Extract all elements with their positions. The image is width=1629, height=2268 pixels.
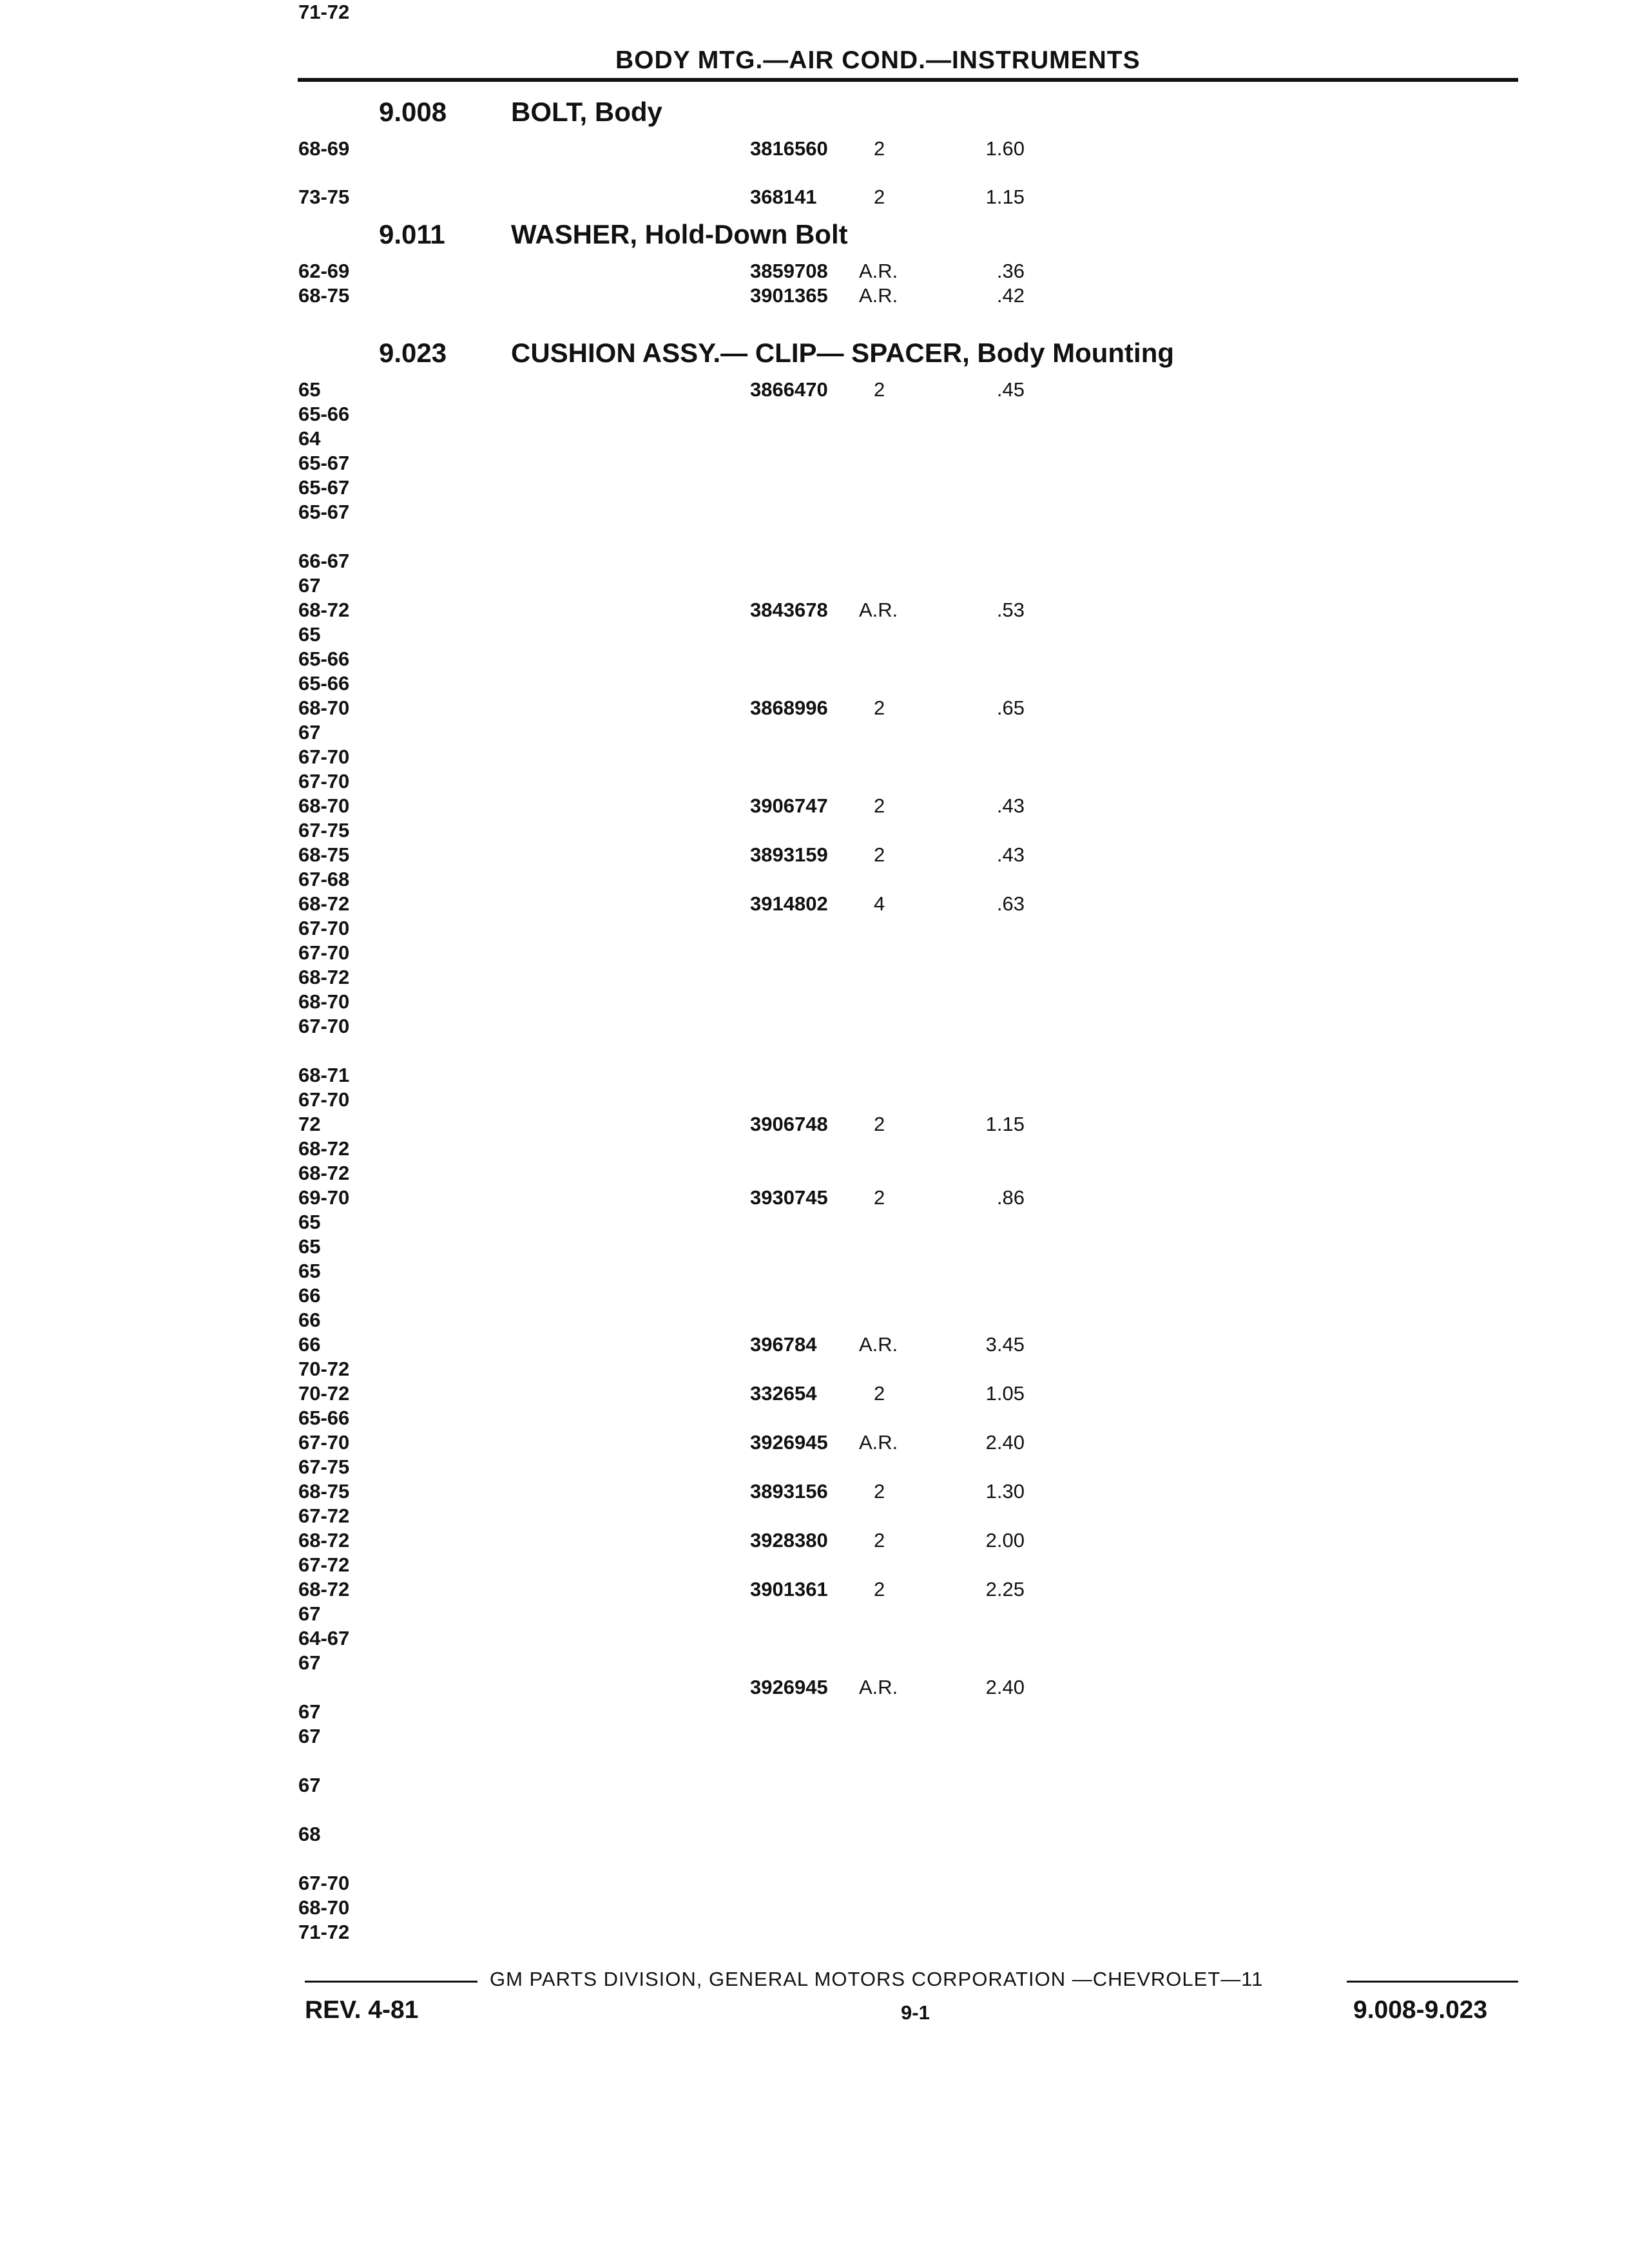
table-row [0, 573, 1629, 598]
year-range: 68-70 [298, 990, 350, 1013]
price: 2.25 [985, 1578, 1025, 1600]
year-range: 68-72 [298, 892, 350, 915]
price: .43 [996, 794, 1025, 817]
table-row [0, 284, 1629, 308]
year-range: 67 [298, 574, 321, 597]
price: 3.45 [985, 1333, 1025, 1356]
quantity: 2 [874, 1480, 885, 1503]
year-range: 67-70 [298, 1015, 350, 1037]
table-row [0, 500, 1629, 524]
part-number: 3906748 [750, 1113, 828, 1135]
year-range: 67 [298, 1700, 321, 1723]
table-row [0, 916, 1629, 941]
year-range: 67-70 [298, 770, 350, 793]
table-row [0, 1137, 1629, 1161]
table-row [0, 524, 1629, 549]
year-range: 68-72 [298, 1162, 350, 1184]
price: 1.05 [985, 1382, 1025, 1405]
table-row [0, 1504, 1629, 1528]
table-row [0, 1308, 1629, 1332]
table-row [0, 1798, 1629, 1822]
section-number: 9.011 [379, 219, 445, 249]
price: 1.30 [985, 1480, 1025, 1503]
section-title: BOLT, Body [511, 97, 662, 127]
table-row [0, 308, 1629, 332]
year-range: 65 [298, 1235, 321, 1258]
table-row [0, 1063, 1629, 1088]
year-range: 67 [298, 1651, 321, 1674]
table-row [0, 1700, 1629, 1724]
table-row [0, 1847, 1629, 1871]
part-number: 3893156 [750, 1480, 828, 1503]
table-row [0, 1455, 1629, 1479]
table-row [0, 549, 1629, 573]
table-row [0, 1528, 1629, 1553]
section-range: 9.008-9.023 [1353, 1996, 1488, 2024]
table-row [0, 1186, 1629, 1210]
price: 2.40 [985, 1431, 1025, 1454]
quantity: 2 [874, 186, 885, 208]
part-number: 396784 [750, 1333, 817, 1356]
table-row [0, 1039, 1629, 1063]
quantity: A.R. [859, 1333, 898, 1356]
year-range: 67-75 [298, 1456, 350, 1478]
table-row [0, 427, 1629, 451]
table-row [0, 1724, 1629, 1749]
part-number: 3926945 [750, 1431, 828, 1454]
year-range: 72 [298, 1113, 321, 1135]
table-row [0, 1283, 1629, 1308]
year-range: 65-66 [298, 1407, 350, 1429]
table-row [0, 1773, 1629, 1798]
year-range: 65-67 [298, 452, 350, 474]
part-number: 3930745 [750, 1186, 828, 1209]
year-range: 65-67 [298, 501, 350, 523]
price: .86 [996, 1186, 1025, 1209]
table-row [0, 1651, 1629, 1675]
quantity: A.R. [859, 1431, 898, 1454]
year-range: 68-70 [298, 697, 350, 719]
quantity: 2 [874, 378, 885, 401]
table-row [0, 1822, 1629, 1847]
year-range: 71-72 [298, 1, 350, 23]
year-range: 67-70 [298, 745, 350, 768]
year-range: 68-75 [298, 284, 350, 307]
section-number: 9.023 [379, 338, 447, 368]
year-range: 67-70 [298, 1872, 350, 1894]
table-row [0, 1479, 1629, 1504]
year-range: 67 [298, 1774, 321, 1796]
revision-label: REV. 4-81 [305, 1996, 419, 2024]
table-row [0, 476, 1629, 500]
table-row [0, 1553, 1629, 1577]
table-row [0, 843, 1629, 867]
quantity: 2 [874, 1113, 885, 1135]
quantity: A.R. [859, 599, 898, 621]
price: 1.60 [985, 137, 1025, 160]
year-range: 68-69 [298, 137, 350, 160]
part-number: 3859708 [750, 260, 828, 282]
year-range: 68-72 [298, 1137, 350, 1160]
quantity: 2 [874, 1186, 885, 1209]
part-number: 3914802 [750, 892, 828, 915]
year-range: 67-70 [298, 1088, 350, 1111]
section-heading [379, 338, 1474, 370]
quantity: 2 [874, 843, 885, 866]
table-row [0, 1014, 1629, 1039]
page-title: BODY MTG.—AIR COND.—INSTRUMENTS [615, 46, 1141, 74]
section-heading [379, 219, 1474, 251]
footer-org: GM PARTS DIVISION, GENERAL MOTORS CORPORATION —CHEVROLET—11 [490, 1968, 1264, 1990]
table-row [0, 1430, 1629, 1455]
price: 2.40 [985, 1676, 1025, 1698]
year-range: 62-69 [298, 260, 350, 282]
quantity: 4 [874, 892, 885, 915]
price: .45 [996, 378, 1025, 401]
section-heading [379, 97, 1474, 129]
price: .63 [996, 892, 1025, 915]
quantity: 2 [874, 1578, 885, 1600]
price: .36 [996, 260, 1025, 282]
year-range: 70-72 [298, 1358, 350, 1380]
year-range: 67-75 [298, 819, 350, 841]
table-row [0, 671, 1629, 696]
year-range: 65-67 [298, 476, 350, 499]
part-number: 3866470 [750, 378, 828, 401]
table-row [0, 1871, 1629, 1896]
table-row [0, 990, 1629, 1014]
table-row [0, 1920, 1629, 1945]
table-row [0, 1332, 1629, 1357]
price: 1.15 [985, 186, 1025, 208]
part-number: 3901361 [750, 1578, 828, 1600]
year-range: 65 [298, 1211, 321, 1233]
table-row [0, 137, 1629, 161]
year-range: 65 [298, 1260, 321, 1282]
table-row [0, 1235, 1629, 1259]
header-rule [298, 78, 1518, 82]
table-row [0, 1626, 1629, 1651]
table-row [0, 161, 1629, 186]
table-row [0, 867, 1629, 892]
table-row [0, 598, 1629, 622]
year-range: 69-70 [298, 1186, 350, 1209]
year-range: 67 [298, 721, 321, 744]
year-range: 66 [298, 1309, 321, 1331]
year-range: 65-66 [298, 648, 350, 670]
part-number: 3893159 [750, 843, 828, 866]
table-row [0, 818, 1629, 843]
year-range: 65-66 [298, 672, 350, 695]
year-range: 64-67 [298, 1627, 350, 1649]
year-range: 67-72 [298, 1553, 350, 1576]
price: .42 [996, 284, 1025, 307]
year-range: 68-71 [298, 1064, 350, 1086]
table-row [0, 1357, 1629, 1381]
page-number: 9-1 [901, 2001, 930, 2024]
price: .43 [996, 843, 1025, 866]
table-row [0, 1112, 1629, 1137]
section-title: WASHER, Hold-Down Bolt [511, 219, 848, 249]
year-range: 68-72 [298, 1578, 350, 1600]
year-range: 73-75 [298, 186, 350, 208]
year-range: 66-67 [298, 550, 350, 572]
year-range: 65 [298, 623, 321, 646]
table-row [0, 1406, 1629, 1430]
table-row [0, 1749, 1629, 1773]
year-range: 67 [298, 1725, 321, 1747]
quantity: 2 [874, 137, 885, 160]
year-range: 68-72 [298, 966, 350, 988]
part-number: 3868996 [750, 697, 828, 719]
table-row [0, 1210, 1629, 1235]
table-row [0, 794, 1629, 818]
part-number: 3928380 [750, 1529, 828, 1552]
table-row [0, 0, 1629, 24]
table-row [0, 1896, 1629, 1920]
year-range: 67-68 [298, 868, 350, 890]
table-row [0, 892, 1629, 916]
year-range: 68-72 [298, 1529, 350, 1552]
year-range: 67-70 [298, 1431, 350, 1454]
price: 2.00 [985, 1529, 1025, 1552]
year-range: 66 [298, 1333, 321, 1356]
part-number: 332654 [750, 1382, 817, 1405]
year-range: 67-70 [298, 917, 350, 939]
year-range: 68-70 [298, 794, 350, 817]
section-number: 9.008 [379, 97, 447, 127]
quantity: 2 [874, 697, 885, 719]
footer-rule-right [1347, 1981, 1518, 1983]
table-row [0, 769, 1629, 794]
year-range: 67-72 [298, 1504, 350, 1527]
section-title: CUSHION ASSY.— CLIP— SPACER, Body Mounting [511, 338, 1175, 368]
table-row [0, 696, 1629, 720]
table-row [0, 378, 1629, 402]
table-row [0, 1381, 1629, 1406]
quantity: A.R. [859, 1676, 898, 1698]
footer-rule-left [305, 1981, 477, 1983]
year-range: 68 [298, 1823, 321, 1845]
table-row [0, 647, 1629, 671]
table-row [0, 1577, 1629, 1602]
part-number: 3926945 [750, 1676, 828, 1698]
price: .53 [996, 599, 1025, 621]
quantity: A.R. [859, 284, 898, 307]
quantity: 2 [874, 794, 885, 817]
quantity: A.R. [859, 260, 898, 282]
table-row [0, 1161, 1629, 1186]
part-number: 368141 [750, 186, 817, 208]
year-range: 68-75 [298, 1480, 350, 1503]
table-row [0, 941, 1629, 965]
table-row [0, 622, 1629, 647]
table-row [0, 1602, 1629, 1626]
table-row [0, 1675, 1629, 1700]
year-range: 65 [298, 378, 321, 401]
table-row [0, 259, 1629, 284]
table-row [0, 185, 1629, 209]
year-range: 70-72 [298, 1382, 350, 1405]
part-number: 3843678 [750, 599, 828, 621]
year-range: 71-72 [298, 1921, 350, 1943]
year-range: 67 [298, 1602, 321, 1625]
table-row [0, 402, 1629, 427]
year-range: 68-72 [298, 599, 350, 621]
year-range: 66 [298, 1284, 321, 1307]
quantity: 2 [874, 1529, 885, 1552]
year-range: 65-66 [298, 403, 350, 425]
table-row [0, 451, 1629, 476]
year-range: 64 [298, 427, 321, 450]
part-number: 3901365 [750, 284, 828, 307]
table-row [0, 1259, 1629, 1283]
table-row [0, 720, 1629, 745]
year-range: 68-70 [298, 1896, 350, 1919]
year-range: 67-70 [298, 941, 350, 964]
price: 1.15 [985, 1113, 1025, 1135]
quantity: 2 [874, 1382, 885, 1405]
table-row [0, 1088, 1629, 1112]
table-row [0, 965, 1629, 990]
table-row [0, 745, 1629, 769]
part-number: 3816560 [750, 137, 828, 160]
price: .65 [996, 697, 1025, 719]
year-range: 68-75 [298, 843, 350, 866]
part-number: 3906747 [750, 794, 828, 817]
